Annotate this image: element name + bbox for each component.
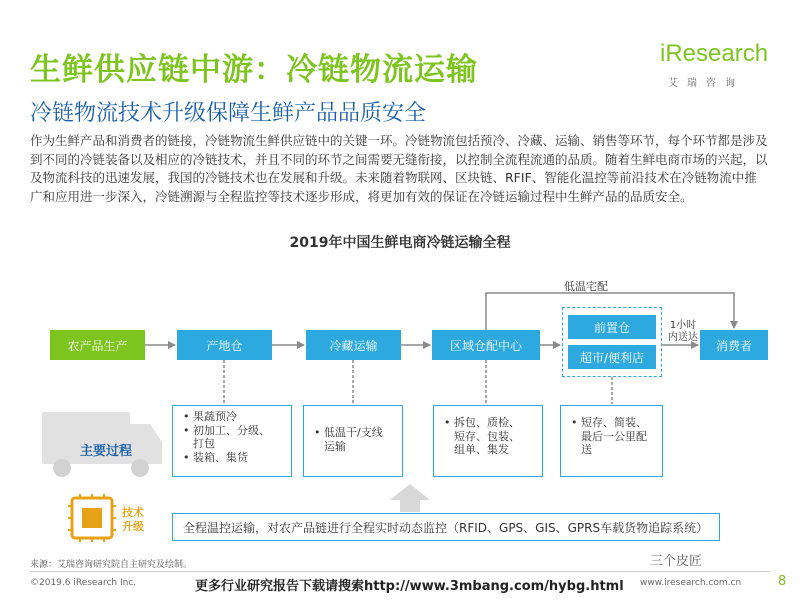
hour-label-line2: 内送达 (668, 332, 698, 343)
stage-front-warehouse: 前置仓 (568, 315, 656, 339)
stage-origin-warehouse: 产地仓 (177, 330, 272, 360)
chip-icon (68, 494, 116, 542)
stage-farm-production: 农产品生产 (50, 330, 145, 360)
page-title: 生鲜供应链中游：冷链物流运输 (30, 52, 478, 88)
monitoring-box: 全程温控运输，对农产品链进行全程实时动态监控（RFID、GPS、GIS、GPRS车载货物追踪系统） (172, 513, 720, 541)
detail-regional (433, 405, 543, 477)
detail-item-continued: 组单、集发 (454, 443, 509, 456)
detail-cold-transport (303, 405, 403, 477)
stage-consumer: 消费者 (700, 330, 768, 360)
low-temp-delivery-label: 低温宅配 (564, 280, 608, 293)
download-link[interactable]: 更多行业研究报告下载请搜索http://www.3mbang.com/hybg.html (195, 579, 624, 594)
website-url[interactable]: www.iresearch.com.cn (640, 578, 742, 588)
detail-item: • 拆包、质检、 (444, 416, 532, 430)
one-hour-delivery-label (668, 320, 698, 344)
upgrade-arrow (390, 484, 430, 512)
page-number: 8 (778, 574, 787, 589)
detail-item: • 初加工、分级、 (183, 424, 281, 438)
detail-item-continued: 短存、包装、 (454, 429, 520, 443)
stage-cold-transport: 冷藏运输 (306, 330, 401, 360)
logo-wordmark: iResearch (660, 40, 769, 67)
detail-item-continued: 送 (581, 443, 592, 456)
source-note: 来源：艾瑞咨询研究院自主研究及绘制。 (30, 560, 193, 570)
tech-label-line2: 升级 (122, 520, 144, 533)
detail-item-continued: 运输 (324, 439, 346, 453)
detail-item: • 短存、简装、 (571, 416, 652, 430)
intro-paragraph: 作为生鲜产品和消费者的链接，冷链物流生鲜供应链中的关键一环。冷链物流包括预冷、冷藏、运输、销售等环节，每个环节都是涉及到不同的冷链装备以及相应的冷链技术，并且不同的环节之间需要无缝衔接，以控制全流程流通的品质。随着生鲜电商市场的兴起，以及物流科技的迅速发展，我国的冷链技术也在发展和升级。未来随着物联网、区块链、RFIF、智能化温控等前沿技术在冷链物流中推广和应用进一步深入，冷链溯源与全程监控等技术逐步形成，将更加有效的保证在冷链运输过程中生鲜产品的品质安全。 (30, 133, 768, 204)
detail-item: • 装箱、集货 (183, 451, 281, 465)
stage-supermarket: 超市/便利店 (568, 345, 656, 369)
main-process-label: 主要过程 (80, 444, 133, 459)
hour-label-line1: 1小时 (669, 320, 697, 331)
detail-item: • 低温干/支线 (314, 426, 392, 440)
wechat-watermark: 三个皮匠 (650, 554, 703, 569)
detail-item-continued: 打包 (193, 437, 215, 450)
detail-last-mile (560, 405, 663, 477)
detail-item-continued: 最后一公里配 (581, 429, 647, 443)
copyright: ©2019.6 iResearch Inc. (30, 578, 137, 588)
stage-regional-center: 区域仓配中心 (432, 330, 540, 360)
page-subtitle: 冷链物流技术升级保障生鲜产品品质安全 (30, 101, 427, 126)
tech-upgrade-label (122, 506, 144, 534)
detail-origin (172, 405, 292, 477)
footer-divider (30, 571, 770, 572)
tech-label-line1: 技术 (122, 506, 144, 519)
detail-item: • 果蔬预冷 (183, 410, 281, 424)
diagram-title: 2019年中国生鲜电商冷链运输全程 (289, 235, 511, 251)
logo-chinese-name: 艾瑞咨询 (668, 78, 744, 89)
